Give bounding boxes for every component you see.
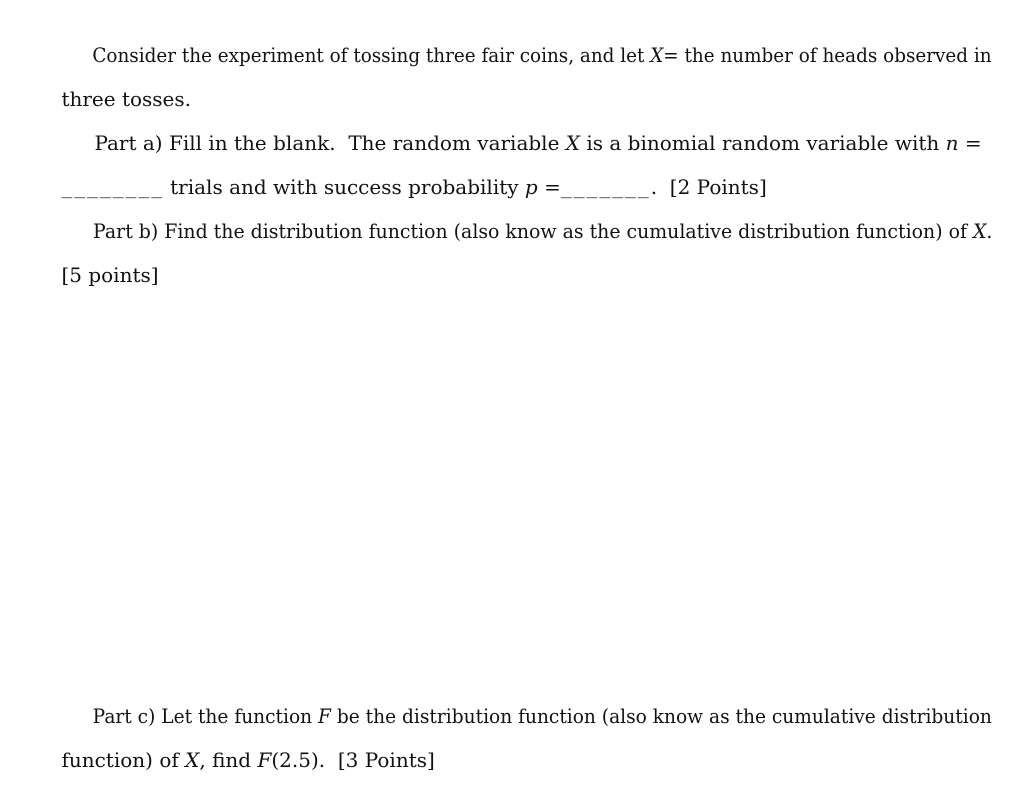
part-c-text-d: , find (199, 748, 258, 772)
part-c-text-c: function) of (61, 748, 186, 772)
part-a-equals: = (958, 131, 982, 155)
function-f: F (257, 748, 272, 772)
intro-text-continued: three tosses. (61, 87, 192, 111)
part-c-points: (2.5). [3 Points] (271, 748, 435, 772)
variable-x: X (972, 219, 987, 243)
part-b-text-a: Part b) Find the distribution function (also know as the cumulative distribution function) of (93, 219, 973, 243)
function-f: F (318, 704, 331, 728)
part-c-text-b: be the distribution function (also know as the cumulative distribution (330, 704, 992, 728)
part-a-points: . [2 Points] (650, 175, 767, 199)
intro-text-b: = the number of heads observed in (663, 43, 992, 67)
part-a-text-a: Part a) Fill in the blank. The random variable (94, 131, 566, 155)
trials-blank[interactable]: ________ (61, 178, 165, 199)
variable-x: X (185, 748, 200, 772)
part-c-text-a: Part c) Let the function (92, 704, 319, 728)
variable-p: p (524, 175, 538, 199)
part-b-period: . (986, 219, 993, 243)
variable-n: n (945, 131, 959, 155)
part-a-text-b: is a binomial random variable with (580, 131, 946, 155)
variable-x: X (565, 131, 581, 155)
part-a-text-c: trials and with success probability (170, 175, 525, 199)
answer-space-part-b[interactable] (36, 280, 992, 660)
part-c-line-2 (36, 724, 992, 796)
part-b-points: [5 points] (61, 263, 159, 287)
part-a-equals-2: = (537, 175, 561, 199)
variable-x: X (650, 43, 664, 67)
probability-blank[interactable]: _______ (560, 178, 651, 199)
intro-text-a: Consider the experiment of tossing three fair coins, and let (92, 43, 651, 67)
